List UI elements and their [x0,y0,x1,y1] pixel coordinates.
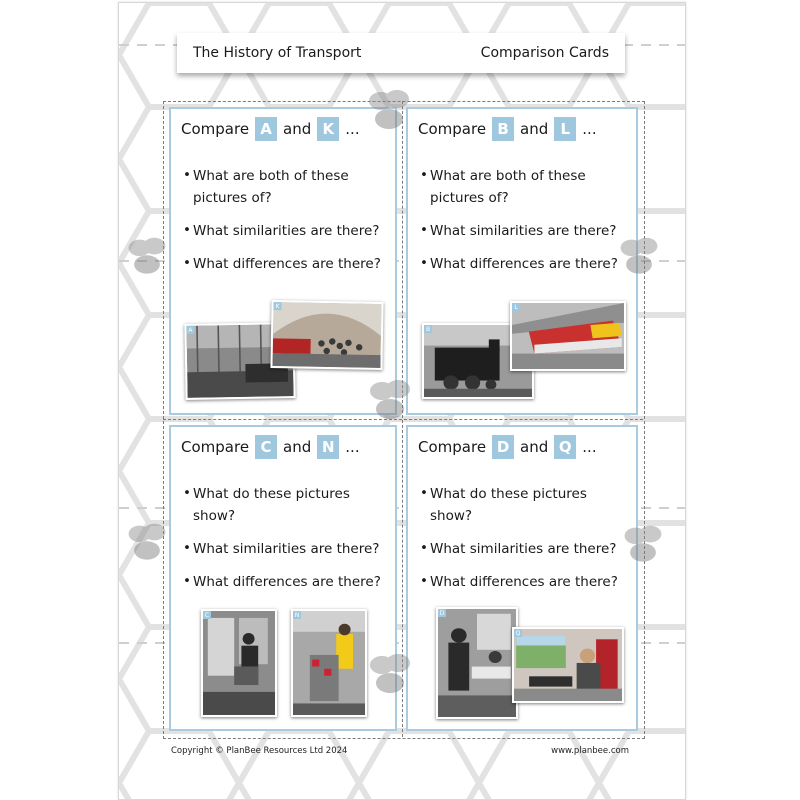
and-label: and [520,438,549,456]
question-list [420,165,628,286]
comparison-card-a-k [169,107,397,415]
card-title [418,435,597,459]
photo-label: B [425,325,431,333]
comparison-card-b-l [406,107,638,415]
question-item: • What similarities are there? [420,538,628,560]
header-subtitle: Comparison Cards [480,45,609,61]
photo-modern-station [270,300,383,370]
compare-label: Compare [418,438,487,456]
question-item: • What similarities are there? [183,220,387,242]
photo-label: L [512,303,520,311]
photo-label: A [188,326,193,334]
and-label: and [520,120,549,138]
bee-icon [611,235,667,281]
question-item: • What differences are there? [183,253,387,275]
photo-label: Q [515,629,521,637]
header-title: The History of Transport [193,45,362,61]
photo-label: C [204,611,210,619]
bee-icon [359,377,421,427]
compare-label: Compare [181,120,250,138]
letter-badge: A [255,117,277,141]
bee-icon [119,235,175,281]
photo-modern-trolley [291,609,367,717]
letter-badge: C [255,435,277,459]
letter-badge: K [317,117,339,141]
photo-old-trolley [201,609,277,717]
photo-label: K [273,302,281,310]
bee-icon [119,521,175,567]
footer-website: www.planbee.com [551,746,629,756]
card-title [181,435,360,459]
footer-copyright: Copyright © PlanBee Resources Ltd 2024 [171,746,348,756]
question-list [420,483,628,604]
worksheet-page [118,2,686,800]
photo-modern-carriage [512,627,624,703]
question-item: • What differences are there? [183,571,387,593]
letter-badge: D [492,435,514,459]
and-label: and [283,120,312,138]
question-item: • What do these pictures show? [183,483,387,527]
question-item: • What do these pictures show? [420,483,628,527]
letter-badge: B [492,117,514,141]
photo-old-dining-car [436,607,518,719]
question-list [183,483,387,604]
card-title [418,117,597,141]
question-item: • What similarities are there? [183,538,387,560]
question-item: • What are both of these pictures of? [420,165,628,209]
and-label: and [283,438,312,456]
bee-icon [615,523,671,569]
photo-label: N [294,611,300,619]
question-item: • What differences are there? [420,571,628,593]
bee-icon [359,651,421,701]
bee-icon [359,87,419,137]
letter-badge: Q [554,435,576,459]
card-title [181,117,360,141]
question-item: • What are both of these pictures of? [183,165,387,209]
question-item: • What differences are there? [420,253,628,275]
ellipsis: ... [345,438,360,456]
ellipsis: ... [582,120,597,138]
compare-label: Compare [181,438,250,456]
letter-badge: L [554,117,576,141]
photo-modern-train [510,301,626,371]
question-list [183,165,387,286]
comparison-card-d-q [406,425,638,731]
letter-badge: N [317,435,339,459]
page-header [177,33,625,73]
ellipsis: ... [345,120,360,138]
photo-label: D [439,609,445,617]
compare-label: Compare [418,120,487,138]
ellipsis: ... [582,438,597,456]
question-item: • What similarities are there? [420,220,628,242]
